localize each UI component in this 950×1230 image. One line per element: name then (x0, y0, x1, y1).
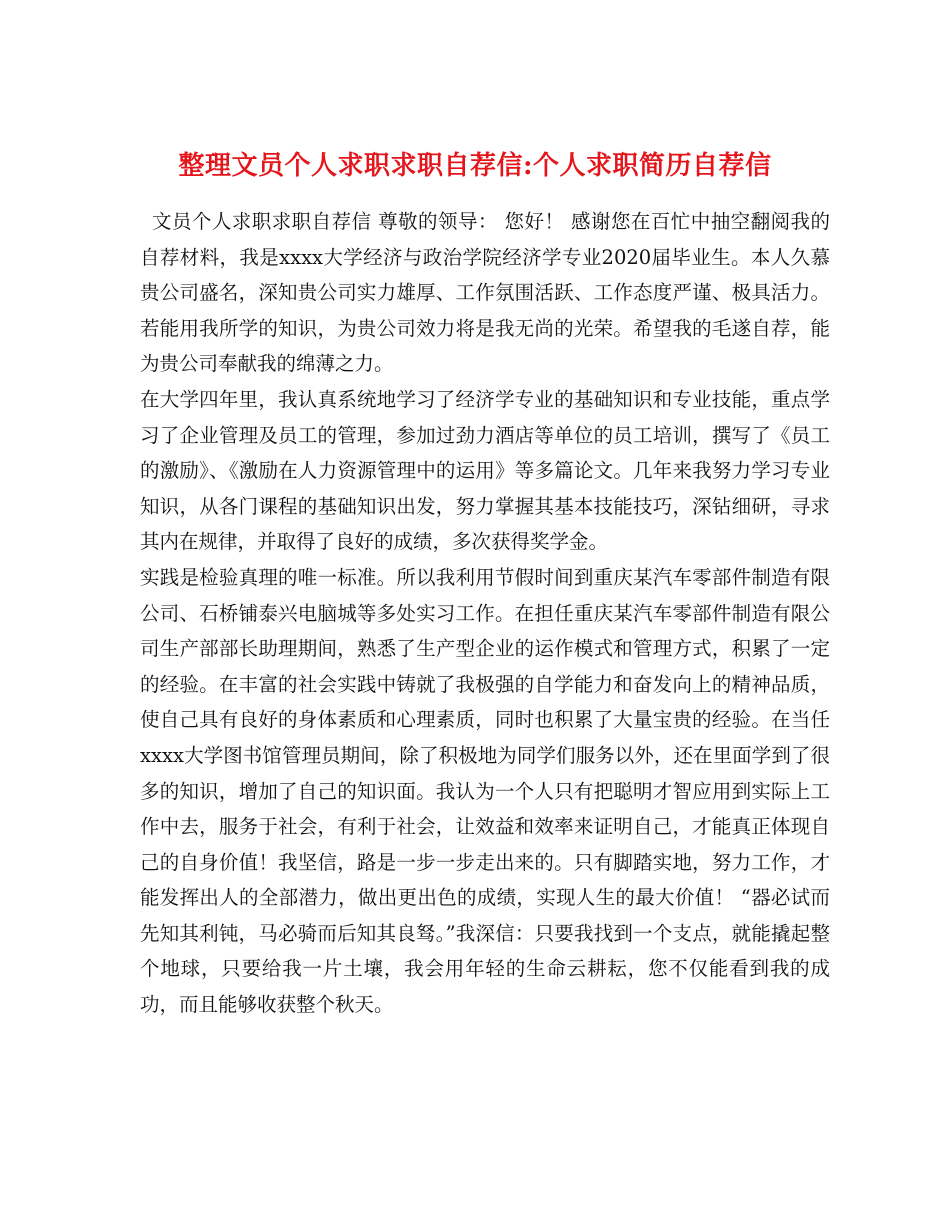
document-body (140, 204, 830, 1023)
document-title: 整理文员个人求职求职自荐信:个人求职简历自荐信 (178, 151, 772, 182)
paragraph-practice-experience: 实践是检验真理的唯一标准。所以我利用节假时间到重庆某汽车零部件制造有限公司、石桥铺泰兴电脑城等多处实习工作。在担任重庆某汽车零部件制造有限公司生产部部长助理期间，熟悉了生产型企业的运作模式和管理方式，积累了一定的经验。在丰富的社会实践中铸就了我极强的自学能力和奋发向上的精神品质，使自己具有良好的身体素质和心理素质，同时也积累了大量宝贵的经验。在当任xxxx大学图书馆管理员期间，除了积极地为同学们服务以外，还在里面学到了很多的知识，增加了自己的知识面。我认为一个人只有把聪明才智应用到实际上工作中去，服务于社会，有利于社会，让效益和效率来证明自己，才能真正体现自己的自身价值！我坚信，路是一步一步走出来的。只有脚踏实地，努力工作，才能发挥出人的全部潜力，做出更出色的成绩，实现人生的最大价值！ “器必试而先知其利钝，马必骑而后知其良驽。”我深信：只要我找到一个支点，就能撬起整个地球，只要给我一片土壤，我会用年轻的生命云耕耘，您不仅能看到我的成功，而且能够收获整个秋天。 (140, 565, 830, 1017)
paragraph-university-study: 在大学四年里，我认真系统地学习了经济学专业的基础知识和专业技能，重点学习了企业管理及员工的管理，参加过劲力酒店等单位的员工培训，撰写了《员工的激励》、《激励在人力资源管理中的运用》等多篇论文。几年来我努力学习专业知识，从各门课程的基础知识出发，努力掌握其基本技能技巧，深钻细研，寻求其内在规律，并取得了良好的成绩，多次获得奖学金。 (140, 387, 830, 554)
paragraph-introduction: 文员个人求职求职自荐信 尊敬的领导： 您好！ 感谢您在百忙中抽空翻阅我的自荐材料，我是xxxx大学经济与政治学院经济学专业2020届毕业生。本人久慕贵公司盛名，深知贵公司实力雄厚、工作氛围活跃、工作态度严谨、极具活力。若能用我所学的知识，为贵公司效力将是我无尚的光荣。希望我的毛遂自荐，能为贵公司奉献我的绵薄之力。 (140, 210, 830, 376)
